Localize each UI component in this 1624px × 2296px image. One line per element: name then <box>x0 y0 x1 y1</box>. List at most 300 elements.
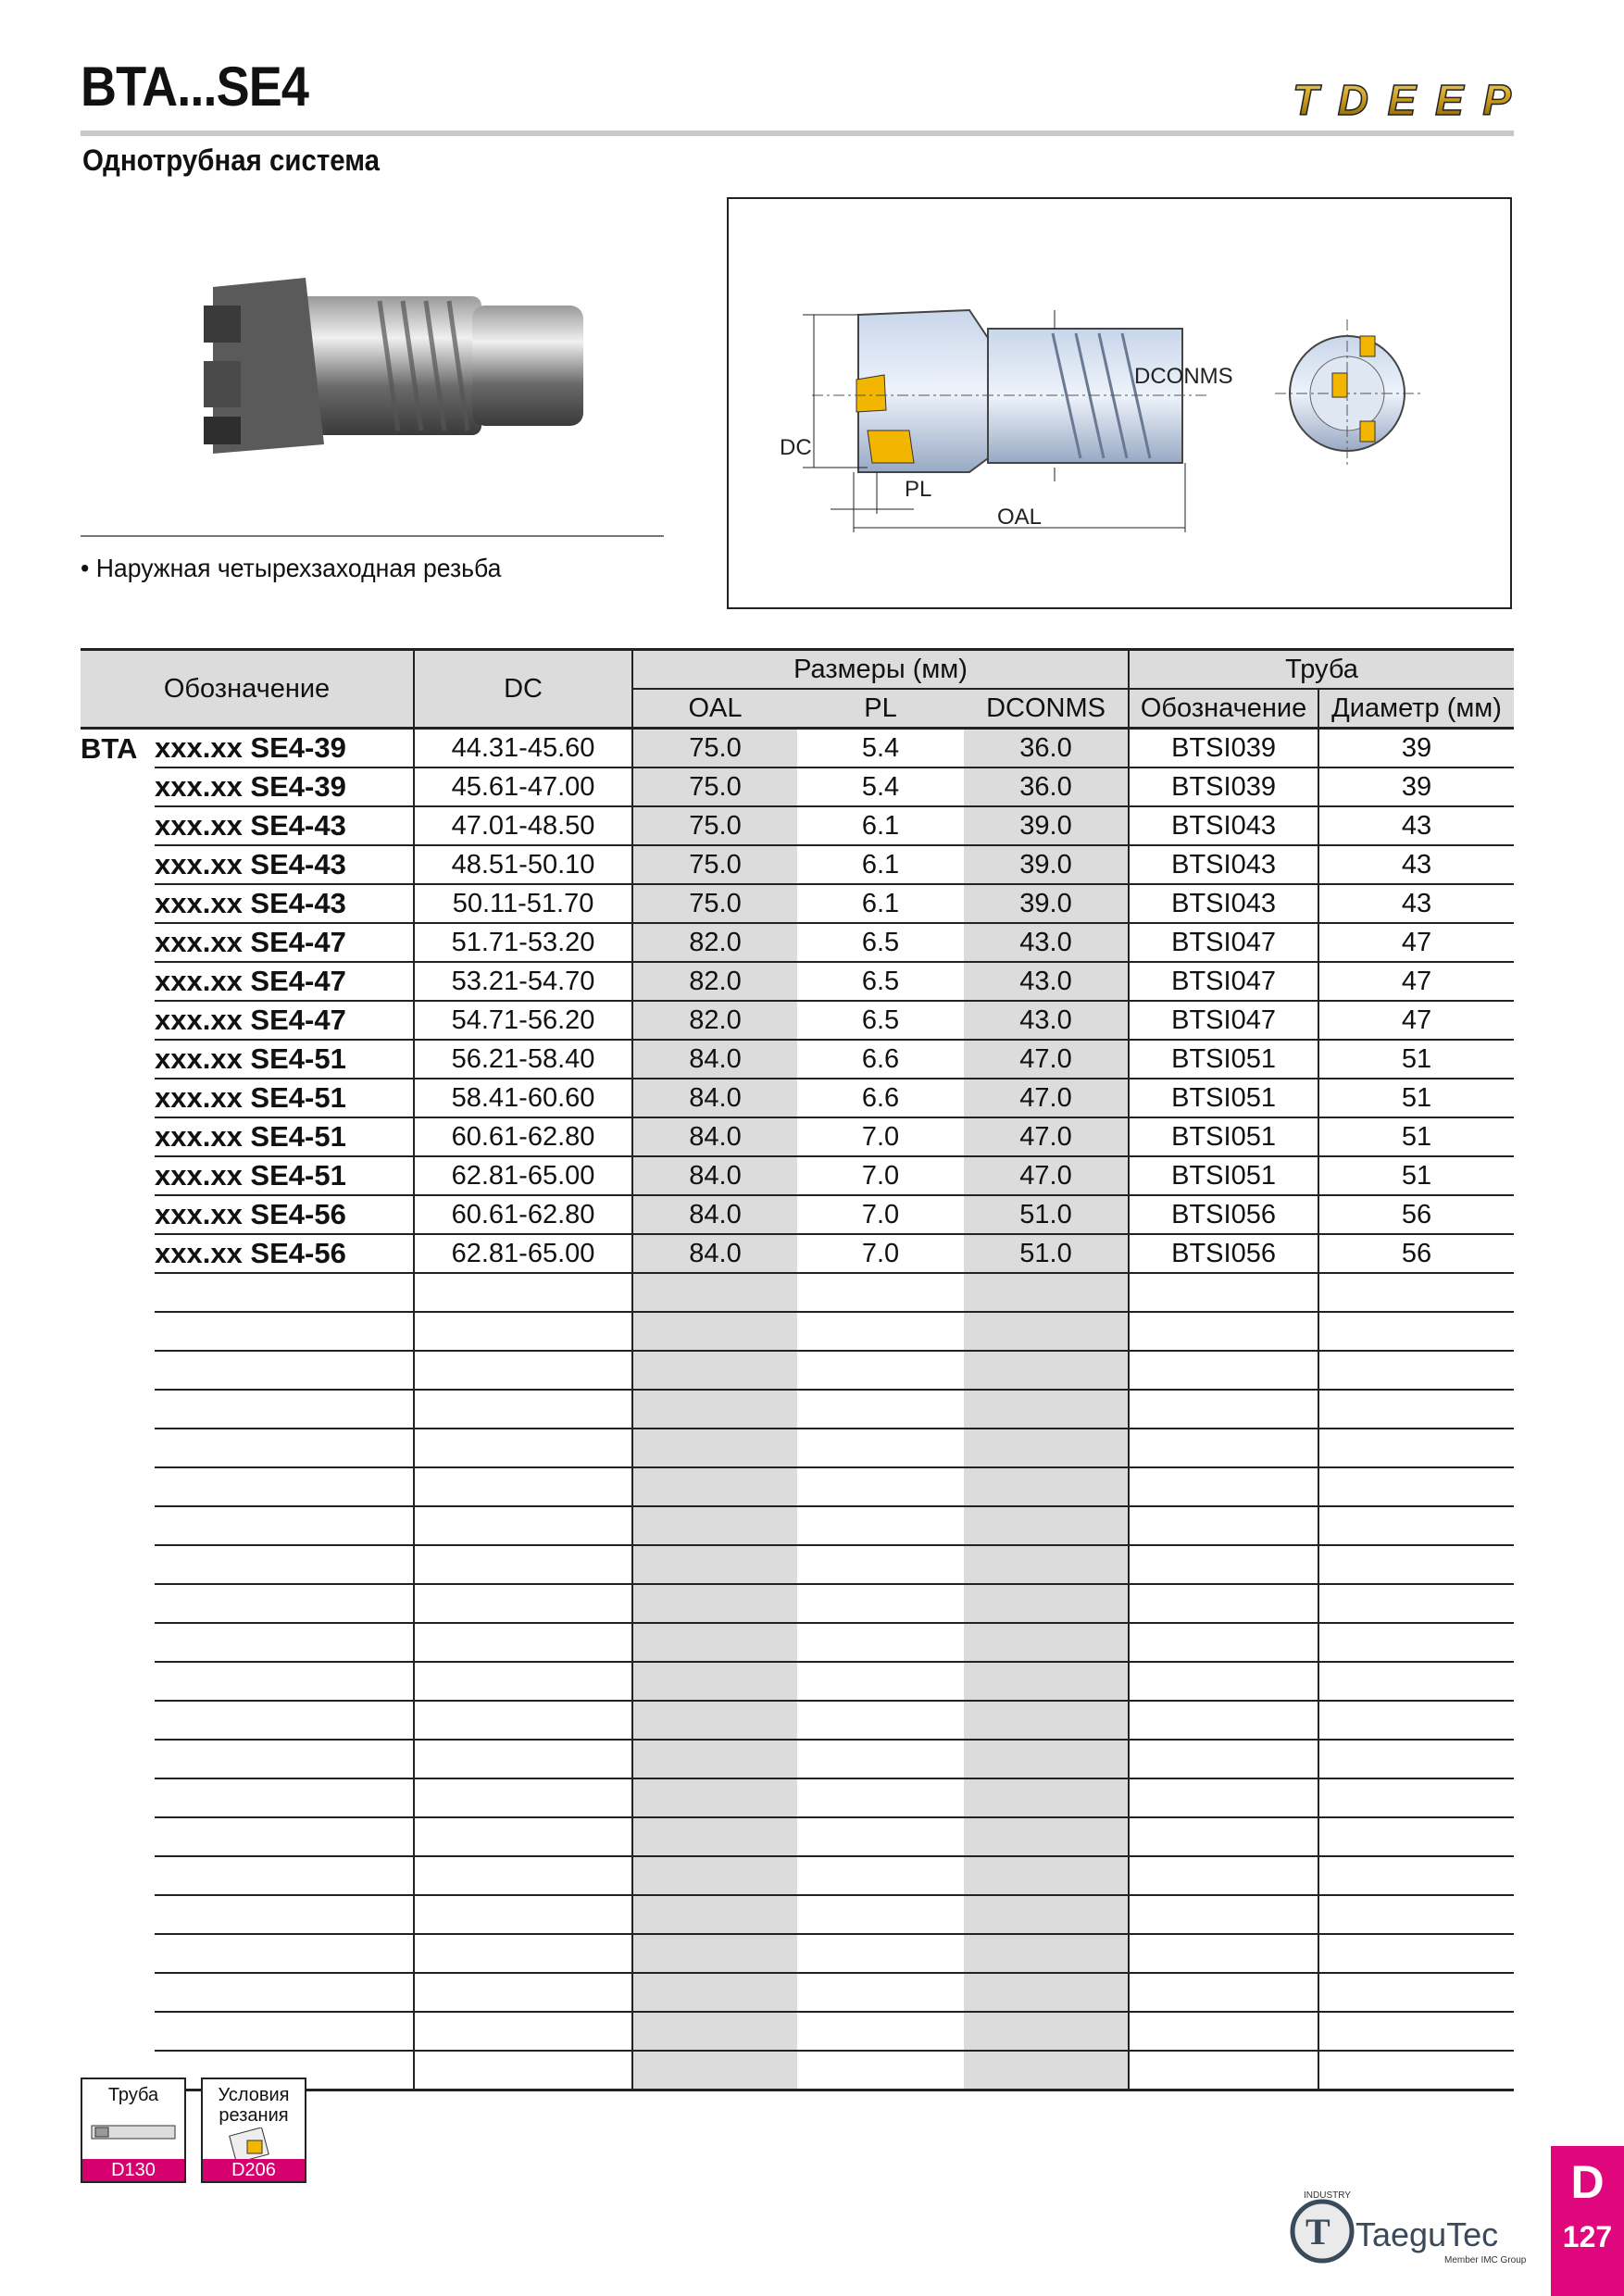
table-row <box>81 1040 1514 1079</box>
cell-dconms <box>964 1312 1129 1351</box>
cell-oal <box>632 1273 797 1312</box>
cell-diameter: 47 <box>1318 923 1514 962</box>
cell-prefix <box>81 1740 155 1778</box>
cell-designation <box>155 1856 414 1895</box>
cell-dconms <box>964 1429 1129 1467</box>
cell-diameter <box>1318 1429 1514 1467</box>
table-row <box>81 1156 1514 1195</box>
cell-dc: 62.81-65.00 <box>414 1156 632 1195</box>
cell-diameter <box>1318 1973 1514 2012</box>
cell-tube: BTSI051 <box>1129 1040 1318 1079</box>
cell-diameter: 43 <box>1318 806 1514 845</box>
cell-diameter: 51 <box>1318 1040 1514 1079</box>
table-row <box>81 1467 1514 1506</box>
table-row <box>81 1817 1514 1856</box>
cell-diameter: 51 <box>1318 1079 1514 1117</box>
table-row <box>81 1506 1514 1545</box>
cell-dconms: 39.0 <box>964 806 1129 845</box>
cell-designation <box>155 1584 414 1623</box>
cell-diameter <box>1318 2012 1514 2051</box>
cell-prefix <box>81 806 155 845</box>
cell-oal <box>632 1895 797 1934</box>
cell-tube: BTSI051 <box>1129 1079 1318 1117</box>
cell-tube <box>1129 1817 1318 1856</box>
cell-tube: BTSI051 <box>1129 1117 1318 1156</box>
cell-prefix <box>81 1429 155 1467</box>
cell-prefix <box>81 1856 155 1895</box>
drawing-svg <box>729 199 1514 611</box>
cell-diameter: 39 <box>1318 729 1514 768</box>
specification-table <box>81 648 1514 2091</box>
cell-prefix <box>81 1117 155 1156</box>
header-designation: Обозначение <box>81 650 414 729</box>
cell-diameter: 56 <box>1318 1195 1514 1234</box>
cell-tube <box>1129 1351 1318 1390</box>
cell-dc <box>414 1817 632 1856</box>
cell-prefix <box>81 1623 155 1662</box>
cell-prefix <box>81 884 155 923</box>
dim-label-pl: PL <box>905 477 932 502</box>
brand-tagline: Member IMC Group <box>1444 2255 1527 2265</box>
cell-pl <box>797 1429 964 1467</box>
cell-diameter <box>1318 1895 1514 1934</box>
table-body <box>81 729 1514 2090</box>
cell-designation <box>155 1662 414 1701</box>
cell-diameter: 47 <box>1318 1001 1514 1040</box>
table-row <box>81 767 1514 806</box>
cell-pl: 6.5 <box>797 962 964 1001</box>
cell-oal <box>632 1390 797 1429</box>
table-row <box>81 1662 1514 1701</box>
cell-prefix <box>81 1273 155 1312</box>
cell-pl <box>797 2012 964 2051</box>
cell-designation: xxx.xx SE4-39 <box>155 767 414 806</box>
cell-designation: xxx.xx SE4-56 <box>155 1195 414 1234</box>
cell-diameter <box>1318 1740 1514 1778</box>
cell-dconms: 36.0 <box>964 767 1129 806</box>
cell-diameter <box>1318 1934 1514 1973</box>
cell-dc <box>414 1934 632 1973</box>
cell-dc: 58.41-60.60 <box>414 1079 632 1117</box>
table-row <box>81 1351 1514 1390</box>
ref-cutting-page: D206 <box>203 2159 305 2181</box>
cell-tube: BTSI043 <box>1129 845 1318 884</box>
cell-oal <box>632 1351 797 1390</box>
table-row <box>81 1117 1514 1156</box>
cell-diameter <box>1318 1817 1514 1856</box>
cell-oal <box>632 2051 797 2090</box>
cell-prefix <box>81 767 155 806</box>
dim-label-dconms: DCONMS <box>1134 364 1233 389</box>
cell-pl <box>797 1623 964 1662</box>
cell-designation: xxx.xx SE4-51 <box>155 1117 414 1156</box>
cell-oal: 75.0 <box>632 884 797 923</box>
cell-dc <box>414 1623 632 1662</box>
cell-diameter: 51 <box>1318 1117 1514 1156</box>
cell-oal <box>632 1856 797 1895</box>
cell-oal <box>632 1740 797 1778</box>
cell-dc <box>414 1351 632 1390</box>
cell-prefix <box>81 1506 155 1545</box>
cell-dconms <box>964 1895 1129 1934</box>
product-photo <box>176 259 620 481</box>
cell-designation <box>155 1817 414 1856</box>
table-row <box>81 806 1514 845</box>
header-rule <box>81 131 1514 136</box>
cell-prefix <box>81 1079 155 1117</box>
cell-dc <box>414 1545 632 1584</box>
cell-dconms <box>964 2012 1129 2051</box>
cell-tube: BTSI039 <box>1129 767 1318 806</box>
cell-prefix <box>81 1662 155 1701</box>
cell-oal: 84.0 <box>632 1117 797 1156</box>
tube-icon <box>90 2116 179 2150</box>
header-pl: PL <box>797 689 964 729</box>
header-dconms: DCONMS <box>964 689 1129 729</box>
cell-prefix <box>81 923 155 962</box>
cell-pl: 7.0 <box>797 1234 964 1273</box>
cell-dc: 50.11-51.70 <box>414 884 632 923</box>
cell-dconms: 43.0 <box>964 962 1129 1001</box>
cell-prefix <box>81 1234 155 1273</box>
cell-oal: 82.0 <box>632 1001 797 1040</box>
table-row <box>81 1390 1514 1429</box>
cell-prefix <box>81 1312 155 1351</box>
cell-dc: 62.81-65.00 <box>414 1234 632 1273</box>
cell-oal <box>632 1973 797 2012</box>
cell-pl <box>797 1895 964 1934</box>
dim-label-dc: DC <box>780 435 812 460</box>
cell-dconms: 51.0 <box>964 1195 1129 1234</box>
cell-pl <box>797 1662 964 1701</box>
dim-label-oal: OAL <box>997 505 1043 530</box>
cell-pl: 7.0 <box>797 1156 964 1195</box>
cell-dc: 60.61-62.80 <box>414 1117 632 1156</box>
cell-diameter <box>1318 1312 1514 1351</box>
table-row <box>81 1973 1514 2012</box>
cell-tube <box>1129 1312 1318 1351</box>
cell-designation <box>155 2012 414 2051</box>
header-tube-diameter: Диаметр (мм) <box>1318 689 1514 729</box>
table-row <box>81 1934 1514 1973</box>
tdeep-logo <box>1287 72 1518 128</box>
table-row <box>81 845 1514 884</box>
page-subtitle: Однотрубная система <box>82 144 380 177</box>
cell-prefix <box>81 1156 155 1195</box>
cell-tube <box>1129 1701 1318 1740</box>
cell-dc <box>414 1778 632 1817</box>
table-row <box>81 1079 1514 1117</box>
cell-dconms <box>964 1934 1129 1973</box>
cell-designation <box>155 1623 414 1662</box>
cell-dconms: 47.0 <box>964 1079 1129 1117</box>
cell-designation <box>155 1312 414 1351</box>
cell-oal <box>632 1817 797 1856</box>
cell-dc: 53.21-54.70 <box>414 962 632 1001</box>
cell-oal <box>632 1312 797 1351</box>
cell-oal <box>632 1506 797 1545</box>
taegutec-logo <box>1287 2185 1528 2277</box>
table-row <box>81 1312 1514 1351</box>
cell-tube <box>1129 1973 1318 2012</box>
table-row <box>81 1623 1514 1662</box>
cell-pl: 6.1 <box>797 884 964 923</box>
cell-tube <box>1129 1895 1318 1934</box>
cell-diameter: 51 <box>1318 1156 1514 1195</box>
table-row <box>81 1895 1514 1934</box>
cell-designation <box>155 1973 414 2012</box>
brand-name: TaeguTec <box>1355 2215 1499 2253</box>
table-row <box>81 2012 1514 2051</box>
cell-dc: 45.61-47.00 <box>414 767 632 806</box>
cell-tube <box>1129 1390 1318 1429</box>
cell-oal: 75.0 <box>632 806 797 845</box>
cell-tube <box>1129 1623 1318 1662</box>
cell-dc: 60.61-62.80 <box>414 1195 632 1234</box>
cell-dc <box>414 1467 632 1506</box>
cell-designation: xxx.xx SE4-43 <box>155 845 414 884</box>
cell-dc: 48.51-50.10 <box>414 845 632 884</box>
cell-dconms <box>964 1778 1129 1817</box>
cell-designation: xxx.xx SE4-47 <box>155 962 414 1001</box>
ref-tube-page: D130 <box>82 2159 184 2181</box>
cell-dc: 51.71-53.20 <box>414 923 632 962</box>
cell-pl <box>797 1856 964 1895</box>
cell-pl <box>797 2051 964 2090</box>
cell-dconms <box>964 1545 1129 1584</box>
cell-dconms <box>964 1584 1129 1623</box>
cell-oal <box>632 1584 797 1623</box>
cell-dconms: 43.0 <box>964 1001 1129 1040</box>
cell-diameter <box>1318 1856 1514 1895</box>
ref-tube[interactable] <box>81 2078 186 2183</box>
cell-tube <box>1129 1740 1318 1778</box>
header-dimensions-group: Размеры (мм) <box>632 650 1129 690</box>
cell-diameter <box>1318 1351 1514 1390</box>
cell-tube: BTSI056 <box>1129 1234 1318 1273</box>
cell-diameter <box>1318 1623 1514 1662</box>
cell-prefix <box>81 1195 155 1234</box>
table-row <box>81 1778 1514 1817</box>
cell-dconms <box>964 1623 1129 1662</box>
cell-diameter <box>1318 1545 1514 1584</box>
cell-oal <box>632 1701 797 1740</box>
cell-dc <box>414 1506 632 1545</box>
cell-dconms: 39.0 <box>964 845 1129 884</box>
table-row <box>81 1740 1514 1778</box>
cell-prefix: BTA <box>81 731 138 765</box>
table-row <box>81 1584 1514 1623</box>
cell-prefix <box>81 1351 155 1390</box>
cell-oal: 84.0 <box>632 1234 797 1273</box>
cell-dconms <box>964 1817 1129 1856</box>
cell-dc: 44.31-45.60 <box>414 729 632 768</box>
cell-oal <box>632 2012 797 2051</box>
cell-oal: 84.0 <box>632 1195 797 1234</box>
cell-prefix <box>81 1934 155 1973</box>
cell-dc <box>414 2051 632 2090</box>
table-row <box>81 1701 1514 1740</box>
cell-designation: xxx.xx SE4-39 <box>155 729 414 768</box>
cell-prefix <box>81 1001 155 1040</box>
cell-tube: BTSI043 <box>1129 806 1318 845</box>
spec-table <box>81 648 1514 2091</box>
cell-tube <box>1129 1467 1318 1506</box>
header-dc: DC <box>414 650 632 729</box>
cell-pl: 5.4 <box>797 767 964 806</box>
cell-dc: 54.71-56.20 <box>414 1001 632 1040</box>
cell-dconms <box>964 1390 1129 1429</box>
ref-cutting-conditions[interactable] <box>201 2078 306 2183</box>
cell-dc <box>414 1740 632 1778</box>
cell-pl <box>797 1390 964 1429</box>
cell-diameter <box>1318 1701 1514 1740</box>
cell-designation <box>155 1506 414 1545</box>
cell-designation: xxx.xx SE4-51 <box>155 1156 414 1195</box>
cell-pl: 6.5 <box>797 923 964 962</box>
cell-pl <box>797 1701 964 1740</box>
cell-dc <box>414 1973 632 2012</box>
cell-diameter: 39 <box>1318 767 1514 806</box>
cell-pl <box>797 1273 964 1312</box>
cell-dc <box>414 1584 632 1623</box>
cell-tube: BTSI043 <box>1129 884 1318 923</box>
cell-dc <box>414 1390 632 1429</box>
cell-prefix <box>81 845 155 884</box>
cell-diameter <box>1318 1584 1514 1623</box>
cell-diameter <box>1318 1467 1514 1506</box>
cell-tube <box>1129 1273 1318 1312</box>
cell-dconms: 47.0 <box>964 1117 1129 1156</box>
cell-prefix <box>81 1040 155 1079</box>
ref-tube-title: Труба <box>107 2085 159 2105</box>
cell-prefix <box>81 1584 155 1623</box>
cell-tube <box>1129 2051 1318 2090</box>
table-row <box>81 1273 1514 1312</box>
cell-designation <box>155 1545 414 1584</box>
cell-designation <box>155 1740 414 1778</box>
cell-pl <box>797 1584 964 1623</box>
cell-tube <box>1129 1545 1318 1584</box>
cell-pl: 6.6 <box>797 1079 964 1117</box>
cell-oal: 75.0 <box>632 767 797 806</box>
cell-pl: 7.0 <box>797 1117 964 1156</box>
cell-tube <box>1129 1429 1318 1467</box>
ref-cutting-title: Условия резания <box>218 2085 290 2126</box>
cell-diameter <box>1318 1778 1514 1817</box>
section-letter: D <box>1570 2156 1605 2208</box>
cell-tube: BTSI047 <box>1129 923 1318 962</box>
cell-designation <box>155 1429 414 1467</box>
cell-tube: BTSI039 <box>1129 729 1318 768</box>
cell-designation <box>155 1273 414 1312</box>
cell-pl <box>797 1351 964 1390</box>
cell-prefix <box>81 2012 155 2051</box>
cell-oal: 84.0 <box>632 1079 797 1117</box>
logo-ring-text: INDUSTRY <box>1304 2190 1351 2201</box>
cell-designation: xxx.xx SE4-43 <box>155 806 414 845</box>
cell-dconms: 36.0 <box>964 729 1129 768</box>
cell-pl <box>797 1467 964 1506</box>
cell-dc: 47.01-48.50 <box>414 806 632 845</box>
cell-dconms <box>964 1467 1129 1506</box>
cell-prefix <box>81 1701 155 1740</box>
cell-oal: 84.0 <box>632 1040 797 1079</box>
table-row <box>81 1001 1514 1040</box>
cell-designation <box>155 1701 414 1740</box>
cell-designation <box>155 1934 414 1973</box>
header-tube-group: Труба <box>1129 650 1514 690</box>
cell-pl <box>797 1506 964 1545</box>
cell-tube <box>1129 1662 1318 1701</box>
cell-prefix <box>81 1467 155 1506</box>
cell-diameter <box>1318 1506 1514 1545</box>
cell-dc <box>414 1312 632 1351</box>
technical-drawing <box>727 197 1512 609</box>
cell-dc <box>414 1662 632 1701</box>
table-row <box>81 1234 1514 1273</box>
cell-diameter: 43 <box>1318 845 1514 884</box>
cell-designation: xxx.xx SE4-51 <box>155 1079 414 1117</box>
cell-tube <box>1129 1778 1318 1817</box>
table-row <box>81 1545 1514 1584</box>
feature-bullet: • Наружная четырехзаходная резьба <box>81 554 502 582</box>
cell-prefix <box>81 1895 155 1934</box>
cell-dc <box>414 1429 632 1467</box>
cell-oal <box>632 1934 797 1973</box>
logo-text: TDEEP <box>1293 76 1511 124</box>
cell-pl <box>797 1312 964 1351</box>
cell-oal: 82.0 <box>632 923 797 962</box>
cell-prefix <box>81 1545 155 1584</box>
cell-dconms: 39.0 <box>964 884 1129 923</box>
table-row <box>81 1195 1514 1234</box>
cell-dconms: 51.0 <box>964 1234 1129 1273</box>
cell-tube: BTSI047 <box>1129 1001 1318 1040</box>
cell-tube <box>1129 1856 1318 1895</box>
cell-tube <box>1129 1506 1318 1545</box>
cell-tube: BTSI051 <box>1129 1156 1318 1195</box>
cell-pl: 6.1 <box>797 806 964 845</box>
cell-dconms <box>964 1973 1129 2012</box>
cell-tube <box>1129 2012 1318 2051</box>
cell-oal <box>632 1429 797 1467</box>
cell-dconms <box>964 1856 1129 1895</box>
cell-designation: xxx.xx SE4-47 <box>155 923 414 962</box>
cell-pl <box>797 1545 964 1584</box>
cell-tube <box>1129 1934 1318 1973</box>
cell-dc <box>414 1856 632 1895</box>
cell-diameter: 43 <box>1318 884 1514 923</box>
table-row <box>81 1429 1514 1467</box>
table-row <box>81 884 1514 923</box>
cell-pl <box>797 1778 964 1817</box>
cell-diameter <box>1318 1273 1514 1312</box>
cell-dconms <box>964 1701 1129 1740</box>
cell-dconms <box>964 1740 1129 1778</box>
cell-diameter <box>1318 1390 1514 1429</box>
cell-diameter <box>1318 2051 1514 2090</box>
cell-pl <box>797 1973 964 2012</box>
cell-prefix <box>81 962 155 1001</box>
page-title: BTA...SE4 <box>81 56 308 118</box>
cell-oal <box>632 1545 797 1584</box>
cell-oal <box>632 1467 797 1506</box>
cell-designation: xxx.xx SE4-56 <box>155 1234 414 1273</box>
cell-dconms <box>964 1662 1129 1701</box>
cell-tube <box>1129 1584 1318 1623</box>
cell-dc <box>414 1895 632 1934</box>
